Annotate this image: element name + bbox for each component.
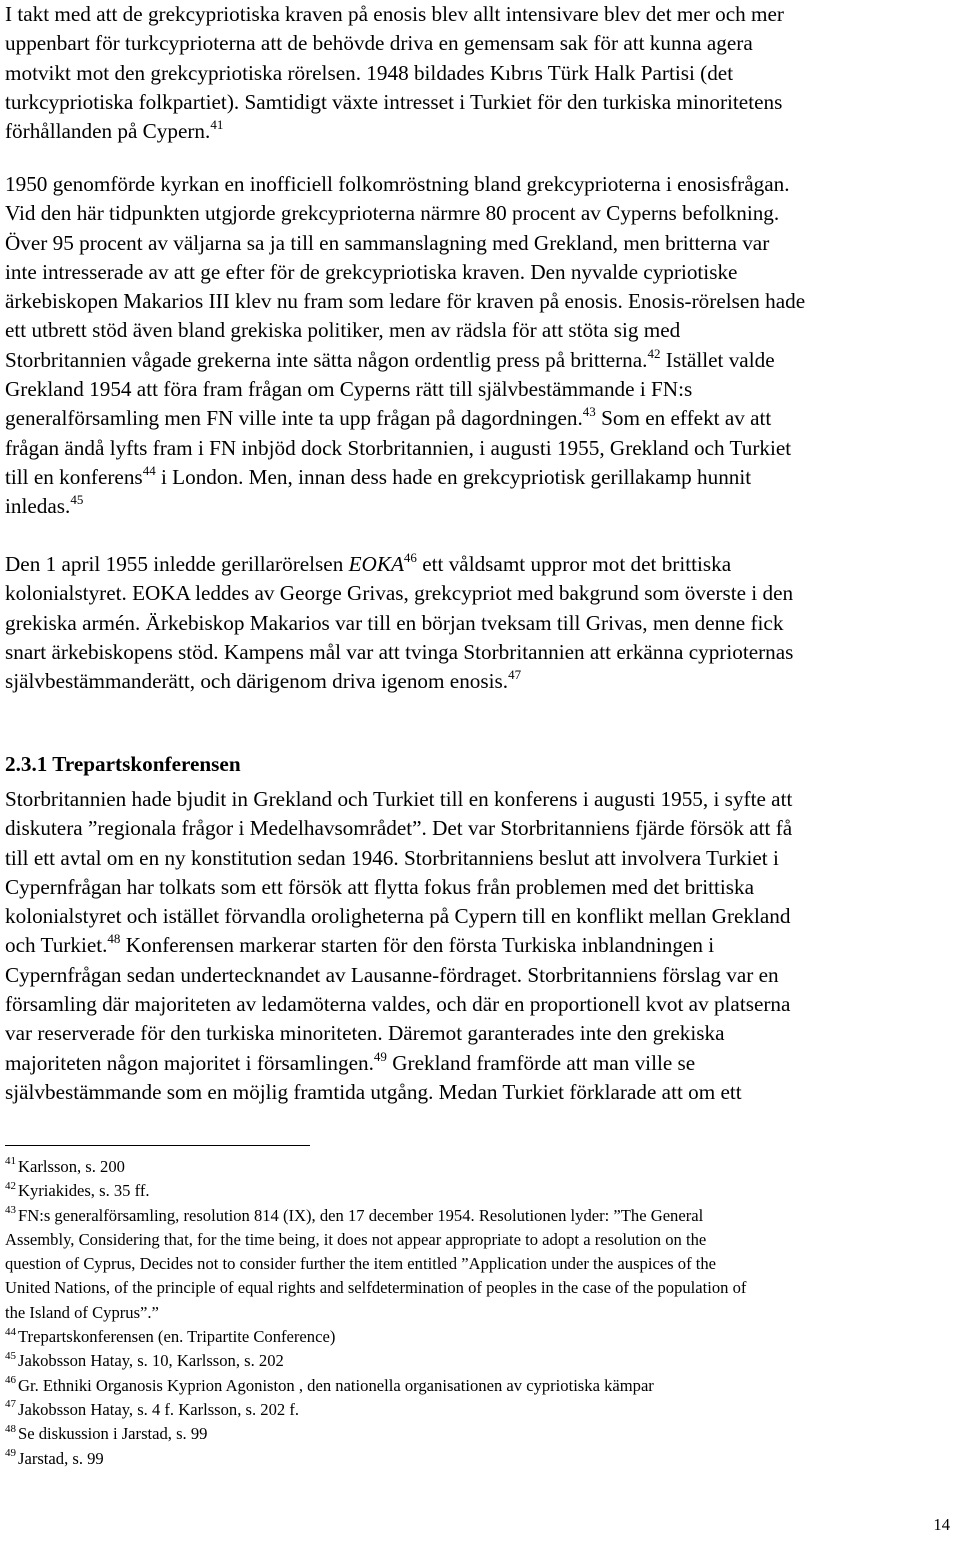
footnote-ref[interactable]: 45 <box>70 492 84 508</box>
text-line: motvikt mot den grekcypriotiska rörelsen. 1948 bildades Kıbrıs Türk Halk Partisi (det <box>5 60 734 85</box>
text-segment: självbestämmanderätt, och därigenom driva igenom enosis. <box>5 669 509 694</box>
footnote <box>5 1422 950 1446</box>
text-line: inte intresserade av att ge efter för de grekcypriotiska kraven. Den nyvalde cypriotiske <box>5 259 738 284</box>
text-segment: Storbritannien vågade grekerna inte sätta någon ordentlig press på britterna. <box>5 347 648 372</box>
text-line: Cypernfrågan sedan undertecknandet av Lausanne-fördraget. Storbritanniens förslag var en <box>5 962 779 987</box>
text-line <box>5 550 945 579</box>
text-line <box>5 1049 945 1078</box>
footnote-continuation <box>5 1276 950 1300</box>
text-line <box>5 117 945 146</box>
footnote-number: 49 <box>5 1447 16 1460</box>
footnote-number: 44 <box>5 1325 16 1338</box>
text-line: var reserverade för den turkiska minoriteten. Däremot garanterades inte den grekiska <box>5 1021 725 1046</box>
footnote-text: Assembly, Considering that, for the time being, it does not appear appropriate to adopt a resolution on the <box>5 1229 707 1249</box>
text-line: Cypernfrågan har tolkats som ett försök att flytta fokus från problemen med det brittiska <box>5 874 755 899</box>
footnote-number: 43 <box>5 1204 16 1217</box>
page-number: 14 <box>933 1515 950 1534</box>
footnote-text: FN:s generalförsamling, resolution 814 (IX), den 17 december 1954. Resolutionen lyder: ”The General <box>18 1205 704 1225</box>
footnote <box>5 1374 950 1398</box>
footnote-text: United Nations, of the principle of equal rights and selfdetermination of peoples in the case of the population of <box>5 1278 747 1298</box>
footnote <box>5 1204 950 1228</box>
text-line: diskutera ”regionala frågor i Medelhavsområdet”. Det var Storbritanniens fjärde försök att få <box>5 816 793 841</box>
text-line <box>5 346 945 375</box>
text-segment: Konferensen markerar starten för den första Turkiska inblandningen i <box>120 933 715 958</box>
text-line: församling där majoriteten av ledamöterna valdes, och där en proportionell kvot av platserna <box>5 992 791 1017</box>
paragraph-1 <box>5 0 945 146</box>
footnote-text: Jakobsson Hatay, s. 4 f. Karlsson, s. 202 f. <box>18 1399 299 1419</box>
footnote-number: 42 <box>5 1179 16 1192</box>
text-line: Grekland 1954 att föra fram frågan om Cyperns rätt till självbestämmande i FN:s <box>5 377 693 402</box>
eoka-italic: EOKA <box>348 552 404 576</box>
text-line: Vid den här tidpunkten utgjorde grekcyprioterna närmre 80 procent av Cyperns befolkning. <box>5 201 780 226</box>
text-line: Storbritannien hade bjudit in Grekland och Turkiet till en konferens i augusti 1955, i syfte att <box>5 787 793 811</box>
text-line: ärkebiskopen Makarios III klev nu fram som ledare för kraven på enosis. Enosis-rörelsen hade <box>5 289 806 314</box>
text-line: 1950 genomförde kyrkan en inofficiell folkomröstning bland grekcyprioterna i enosisfrågan. <box>5 172 790 196</box>
text-segment: förhållanden på Cypern. <box>5 119 211 144</box>
text-line: kolonialstyret och istället förvandla oroligheterna på Cypern till en konflikt mellan Grekland <box>5 904 791 929</box>
text-line: snart ärkebiskopens stöd. Kampens mål var att tvinga Storbritannien att erkänna cyprioternas <box>5 639 794 664</box>
footnote-text: the Island of Cyprus”.” <box>5 1302 159 1322</box>
text-line: I takt med att de grekcypriotiska kraven på enosis blev allt intensivare blev det mer och mer <box>5 2 784 26</box>
paragraph-4 <box>5 785 945 1107</box>
footnote-ref[interactable]: 48 <box>107 931 121 947</box>
text-segment: ett våldsamt uppror mot det brittiska <box>416 552 732 576</box>
footnote-number: 46 <box>5 1374 16 1387</box>
footnote-ref[interactable]: 42 <box>647 345 661 361</box>
footnote-text: Karlsson, s. 200 <box>18 1157 125 1176</box>
text-segment: Som en effekt av att <box>595 406 772 431</box>
text-segment: och Turkiet. <box>5 933 108 958</box>
footnote <box>5 1447 950 1471</box>
footnote <box>5 1325 950 1349</box>
text-segment: Istället valde <box>660 347 775 372</box>
footnotes <box>5 1155 950 1471</box>
text-segment: i London. Men, innan dess hade en grekcypriotisk gerillakamp hunnit <box>155 464 752 489</box>
footnote-text: Trepartskonferensen (en. Tripartite Conference) <box>18 1327 336 1347</box>
text-line <box>5 492 945 521</box>
footnote-continuation <box>5 1228 950 1252</box>
footnote-ref[interactable]: 46 <box>403 549 417 565</box>
footnote-divider <box>5 1145 310 1146</box>
footnote-text: question of Cyprus, Decides not to consider further the item entitled ”Application under the auspices of the <box>5 1254 717 1274</box>
footnote-text: Se diskussion i Jarstad, s. 99 <box>18 1424 208 1444</box>
footnote-text: Jakobsson Hatay, s. 10, Karlsson, s. 202 <box>18 1351 284 1371</box>
text-segment: Grekland framförde att man ville se <box>386 1050 696 1075</box>
text-line: ett utbrett stöd även bland grekiska politiker, men av rädsla för att stöta sig med <box>5 318 681 343</box>
section-heading: 2.3.1 Trepartskonferensen <box>5 752 241 776</box>
text-segment: inledas. <box>5 494 71 519</box>
paragraph-3 <box>5 550 945 696</box>
text-line: frågan ändå lyfts fram i FN inbjöd dock Storbritannien, i augusti 1955, Grekland och Turkiet <box>5 435 792 460</box>
text-line <box>5 931 945 960</box>
footnote <box>5 1155 950 1179</box>
text-line: kolonialstyret. EOKA leddes av George Grivas, grekcypriot med bakgrund som överste i den <box>5 581 794 606</box>
text-line: Över 95 procent av väljarna sa ja till en sammanslagning med Grekland, men britterna var <box>5 230 770 255</box>
footnote-ref[interactable]: 41 <box>210 117 224 133</box>
footnote-ref[interactable]: 44 <box>142 462 156 478</box>
text-line: uppenbart för turkcyprioterna att de behövde driva en gemensam sak för att kunna agera <box>5 31 753 56</box>
footnote-text: Jarstad, s. 99 <box>18 1448 104 1468</box>
footnote-text: Kyriakides, s. 35 ff. <box>18 1181 150 1201</box>
footnote-ref[interactable]: 47 <box>508 667 522 683</box>
footnote-text: Gr. Ethniki Organosis Kyprion Agoniston , den nationella organisationen av cypriotiska kämpar <box>18 1375 654 1395</box>
text-line: till ett avtal om en ny konstitution sedan 1946. Storbritanniens beslut att involvera Turkiet i <box>5 845 779 870</box>
text-line: turkcypriotiska folkpartiet). Samtidigt växte intresset i Turkiet för den turkiska minoritetens <box>5 89 783 114</box>
paragraph-2 <box>5 170 945 522</box>
footnote-ref[interactable]: 49 <box>373 1048 387 1064</box>
footnote-ref[interactable]: 43 <box>582 404 596 420</box>
footnote-number: 45 <box>5 1349 16 1362</box>
text-segment: Den 1 april 1955 inledde gerillarörelsen <box>5 552 349 576</box>
text-line: självbestämmande som en möjlig framtida utgång. Medan Turkiet förklarade att om ett <box>5 1079 742 1104</box>
text-line <box>5 463 945 492</box>
footnote <box>5 1398 950 1422</box>
text-segment: majoriteten någon majoritet i församlingen. <box>5 1050 374 1075</box>
text-segment: generalförsamling men FN ville inte ta upp frågan på dagordningen. <box>5 406 583 431</box>
text-line <box>5 404 945 433</box>
footnote-number: 41 <box>5 1155 16 1168</box>
footnote-continuation <box>5 1301 950 1325</box>
text-segment: till en konferens <box>5 464 143 489</box>
text-line <box>5 667 945 696</box>
footnote <box>5 1179 950 1203</box>
footnote-number: 48 <box>5 1422 16 1435</box>
text-line: grekiska armén. Ärkebiskop Makarios var till en början tveksam till Grivas, men denne fick <box>5 610 784 635</box>
footnote <box>5 1349 950 1373</box>
footnote-continuation <box>5 1252 950 1276</box>
footnote-number: 47 <box>5 1398 16 1411</box>
